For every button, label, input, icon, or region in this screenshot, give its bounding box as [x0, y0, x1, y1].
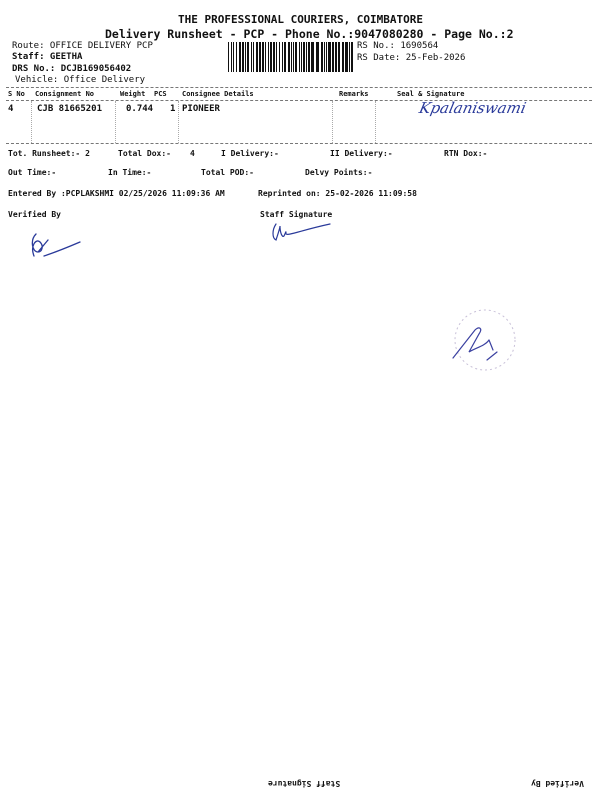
barcode-bar	[349, 42, 350, 72]
row-weight: 0.744	[126, 104, 154, 114]
barcode-bar	[284, 42, 286, 72]
col-sno: S No	[8, 90, 25, 98]
barcode-bar	[293, 42, 294, 72]
route-text: Route: OFFICE DELIVERY PCP	[12, 41, 153, 51]
col-sep	[332, 101, 333, 143]
col-sep	[115, 101, 116, 143]
total-pod: Total POD:-	[201, 168, 254, 177]
seal-handwriting	[417, 96, 540, 120]
company-title: THE PROFESSIONAL COURIERS, COIMBATORE	[178, 13, 424, 26]
row-pcs: 1	[170, 104, 176, 114]
col-seal: Seal & Signature	[397, 90, 465, 98]
seal-handwriting-text: Kpalaniswami	[417, 99, 528, 117]
row-sno: 4	[8, 104, 14, 114]
vehicle-text: Vehicle: Office Delivery	[15, 75, 146, 85]
barcode-bar	[228, 42, 229, 72]
rs-number: RS No.: 1690564	[357, 41, 439, 51]
row-consignee: PIONEER	[182, 104, 220, 114]
barcode-bar	[279, 42, 280, 72]
entered-by: Entered By :PCPLAKSHMI 02/25/2026 11:09:36 AM	[8, 189, 225, 198]
barcode-bar	[239, 42, 241, 72]
in-time: In Time:-	[108, 168, 152, 177]
barcode-bars	[228, 42, 354, 72]
staff-text: Staff: GEETHA	[12, 52, 83, 62]
ii-delivery: II Delivery:-	[330, 149, 393, 158]
barcode-bar	[262, 42, 264, 72]
barcode-bar	[253, 42, 254, 72]
col-pcs: PCS	[154, 90, 167, 98]
col-consignment: Consignment No	[35, 90, 95, 98]
barcode-bar	[231, 42, 232, 72]
tot-runsheet: Tot. Runsheet:- 2	[8, 149, 90, 158]
barcode-bar	[316, 42, 319, 72]
verified-signature	[26, 230, 86, 266]
barcode-bar	[342, 42, 344, 72]
staff-signature-label: Staff Signature	[260, 210, 333, 219]
barcode-bar	[308, 42, 310, 72]
barcode-bar	[338, 42, 340, 72]
mirror-verified-by: Verified By	[531, 779, 584, 788]
col-weight: Weight	[120, 90, 146, 98]
barcode-bar	[268, 42, 269, 72]
staff-signature	[268, 220, 338, 246]
barcode-bar	[306, 42, 307, 72]
barcode-bar	[242, 42, 244, 72]
barcode-bar	[270, 42, 272, 72]
barcode-bar	[233, 42, 234, 72]
barcode-bar	[303, 42, 305, 72]
rtn-dox: RTN Dox:-	[444, 149, 488, 158]
barcode	[228, 42, 354, 72]
barcode-bar	[299, 42, 300, 72]
barcode-bar	[326, 42, 327, 72]
barcode-bar	[247, 42, 249, 72]
total-dox-value: 4	[190, 149, 195, 158]
col-sep	[31, 101, 32, 143]
barcode-bar	[311, 42, 314, 72]
barcode-bar	[251, 42, 252, 72]
barcode-bar	[282, 42, 283, 72]
barcode-bar	[321, 42, 323, 72]
barcode-bar	[295, 42, 297, 72]
barcode-bar	[328, 42, 331, 72]
col-sep	[178, 101, 179, 143]
total-dox-label: Total Dox:-	[118, 149, 171, 158]
row-consignment: CJB 81665201	[37, 104, 103, 114]
col-sep	[375, 101, 376, 143]
rs-date: RS Date: 25-Feb-2026	[357, 53, 466, 63]
barcode-bar	[265, 42, 266, 72]
barcode-bar	[324, 42, 325, 72]
barcode-bar	[259, 42, 261, 72]
verified-by-label: Verified By	[8, 210, 61, 219]
col-consignee: Consignee Details	[182, 90, 254, 98]
barcode-bar	[288, 42, 290, 72]
drs-number: DRS No.: DCJB169056402	[12, 64, 132, 74]
barcode-bar	[345, 42, 348, 72]
reprinted-on: Reprinted on: 25-02-2026 11:09:58	[258, 189, 417, 198]
barcode-bar	[273, 42, 275, 72]
delvy-points: Delvy Points:-	[305, 168, 373, 177]
barcode-bar	[236, 42, 237, 72]
barcode-bar	[256, 42, 258, 72]
barcode-bar	[335, 42, 337, 72]
barcode-bar	[351, 42, 353, 72]
runsheet-subtitle: Delivery Runsheet - PCP - Phone No.:9047080280 - Page No.:2	[105, 27, 514, 41]
mirror-staff-signature: Staff Signature	[268, 779, 341, 788]
barcode-bar	[301, 42, 302, 72]
col-remarks: Remarks	[339, 90, 369, 98]
barcode-bar	[276, 42, 277, 72]
barcode-bar	[245, 42, 246, 72]
i-delivery: I Delivery:-	[221, 149, 279, 158]
barcode-bar	[332, 42, 334, 72]
stamp-mark	[445, 300, 525, 380]
out-time: Out Time:-	[8, 168, 57, 177]
table-top-rule	[6, 87, 592, 88]
table-bottom-rule	[6, 143, 592, 144]
barcode-bar	[291, 42, 292, 72]
